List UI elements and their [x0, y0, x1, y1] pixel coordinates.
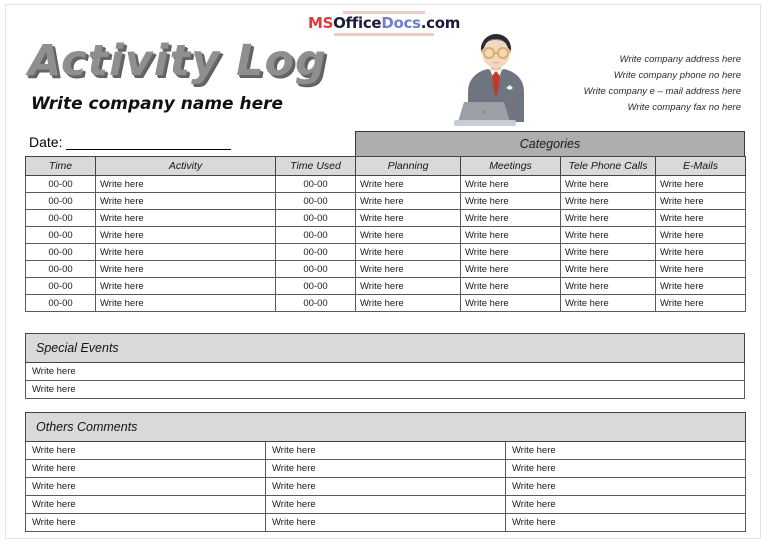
page-title: Activity Log	[28, 36, 327, 86]
col-header-time[interactable]: Time	[26, 157, 96, 176]
col-header-planning[interactable]: Planning	[356, 157, 461, 176]
others-comments-row	[26, 442, 746, 460]
company-address-line[interactable]: Write company address here	[619, 54, 741, 65]
col-header-emails[interactable]: E-Mails	[656, 157, 746, 176]
activity-log-table	[25, 156, 746, 312]
others-comments-cell[interactable]: Write here	[266, 514, 506, 532]
date-input-line[interactable]	[66, 135, 231, 150]
cell-planning[interactable]: Write here	[356, 295, 461, 312]
others-comments-cell[interactable]: Write here	[506, 514, 746, 532]
others-comments-cell[interactable]: Write here	[26, 478, 266, 496]
cell-meetings[interactable]: Write here	[461, 210, 561, 227]
cell-emails[interactable]: Write here	[656, 278, 746, 295]
logo-text-office: Office	[333, 14, 382, 32]
cell-telephone-calls[interactable]: Write here	[561, 210, 656, 227]
table-header-row	[26, 157, 746, 176]
cell-emails[interactable]: Write here	[656, 193, 746, 210]
company-email-line[interactable]: Write company e – mail address here	[583, 86, 741, 97]
cell-time[interactable]: 00-00	[26, 244, 96, 261]
others-comments-cell[interactable]: Write here	[506, 442, 746, 460]
others-comments-body	[26, 442, 746, 532]
special-events-body	[26, 363, 745, 399]
cell-meetings[interactable]: Write here	[461, 193, 561, 210]
others-comments-table	[25, 412, 746, 532]
others-comments-cell[interactable]: Write here	[266, 478, 506, 496]
cell-telephone-calls[interactable]: Write here	[561, 261, 656, 278]
table-row	[26, 193, 746, 210]
cell-emails[interactable]: Write here	[656, 295, 746, 312]
others-comments-row	[26, 478, 746, 496]
date-label: Date:	[29, 134, 63, 150]
cell-planning[interactable]: Write here	[356, 176, 461, 193]
logo-text-com: .com	[420, 14, 461, 32]
cell-time[interactable]: 00-00	[26, 193, 96, 210]
cell-activity[interactable]: Write here	[96, 244, 276, 261]
cell-time[interactable]: 00-00	[26, 278, 96, 295]
cell-time-used[interactable]: 00-00	[276, 210, 356, 227]
cell-emails[interactable]: Write here	[656, 210, 746, 227]
cell-meetings[interactable]: Write here	[461, 295, 561, 312]
others-comments-row	[26, 460, 746, 478]
others-comments-cell[interactable]: Write here	[26, 514, 266, 532]
cell-telephone-calls[interactable]: Write here	[561, 244, 656, 261]
cell-emails[interactable]: Write here	[656, 227, 746, 244]
special-events-cell[interactable]: Write here	[26, 381, 745, 399]
col-header-activity[interactable]: Activity	[96, 157, 276, 176]
site-logo-container	[0, 8, 768, 39]
logo-text-docs: Docs	[381, 14, 421, 32]
cell-activity[interactable]: Write here	[96, 295, 276, 312]
col-header-meetings[interactable]: Meetings	[461, 157, 561, 176]
cell-activity[interactable]: Write here	[96, 176, 276, 193]
cell-telephone-calls[interactable]: Write here	[561, 295, 656, 312]
cell-activity[interactable]: Write here	[96, 227, 276, 244]
businessman-with-laptop-icon	[448, 30, 544, 128]
company-fax-line[interactable]: Write company fax no here	[627, 102, 741, 113]
cell-telephone-calls[interactable]: Write here	[561, 193, 656, 210]
others-comments-cell[interactable]: Write here	[506, 478, 746, 496]
cell-planning[interactable]: Write here	[356, 227, 461, 244]
company-contact-block	[584, 52, 741, 116]
table-row	[26, 278, 746, 295]
others-comments-cell[interactable]: Write here	[26, 442, 266, 460]
others-comments-header-row	[26, 413, 746, 442]
table-row	[26, 244, 746, 261]
cell-time[interactable]: 00-00	[26, 295, 96, 312]
company-name-placeholder[interactable]: Write company name here	[31, 94, 284, 114]
special-events-row	[26, 381, 745, 399]
special-events-heading: Special Events	[26, 334, 745, 363]
categories-band-header: Categories	[355, 131, 745, 157]
table-row	[26, 227, 746, 244]
cell-time[interactable]: 00-00	[26, 210, 96, 227]
others-comments-cell[interactable]: Write here	[266, 496, 506, 514]
cell-emails[interactable]: Write here	[656, 261, 746, 278]
cell-meetings[interactable]: Write here	[461, 261, 561, 278]
others-comments-cell[interactable]: Write here	[26, 496, 266, 514]
cell-activity[interactable]: Write here	[96, 193, 276, 210]
special-events-table	[25, 333, 745, 399]
table-row	[26, 261, 746, 278]
cell-planning[interactable]: Write here	[356, 244, 461, 261]
cell-telephone-calls[interactable]: Write here	[561, 176, 656, 193]
table-row	[26, 176, 746, 193]
col-header-telephone-calls[interactable]: Tele Phone Calls	[561, 157, 656, 176]
date-row	[29, 134, 231, 150]
col-header-time-used[interactable]: Time Used	[276, 157, 356, 176]
table-row	[26, 295, 746, 312]
special-events-row	[26, 363, 745, 381]
cell-time[interactable]: 00-00	[26, 227, 96, 244]
cell-meetings[interactable]: Write here	[461, 227, 561, 244]
cell-time-used[interactable]: 00-00	[276, 176, 356, 193]
cell-time-used[interactable]: 00-00	[276, 244, 356, 261]
others-comments-row	[26, 514, 746, 532]
cell-activity[interactable]: Write here	[96, 210, 276, 227]
cell-time-used[interactable]: 00-00	[276, 227, 356, 244]
msofficedocs-logo	[308, 8, 460, 39]
logo-text-ms: MS	[307, 14, 334, 32]
cell-activity[interactable]: Write here	[96, 261, 276, 278]
cell-telephone-calls[interactable]: Write here	[561, 227, 656, 244]
others-comments-cell[interactable]: Write here	[506, 460, 746, 478]
others-comments-cell[interactable]: Write here	[506, 496, 746, 514]
cell-telephone-calls[interactable]: Write here	[561, 278, 656, 295]
cell-meetings[interactable]: Write here	[461, 278, 561, 295]
cell-meetings[interactable]: Write here	[461, 176, 561, 193]
others-comments-heading: Others Comments	[26, 413, 746, 442]
cell-time[interactable]: 00-00	[26, 176, 96, 193]
cell-time-used[interactable]: 00-00	[276, 278, 356, 295]
cell-planning[interactable]: Write here	[356, 193, 461, 210]
cell-emails[interactable]: Write here	[656, 176, 746, 193]
cell-time-used[interactable]: 00-00	[276, 193, 356, 210]
cell-time-used[interactable]: 00-00	[276, 295, 356, 312]
cell-meetings[interactable]: Write here	[461, 244, 561, 261]
special-events-cell[interactable]: Write here	[26, 363, 745, 381]
others-comments-row	[26, 496, 746, 514]
company-phone-line[interactable]: Write company phone no here	[613, 70, 741, 81]
table-row	[26, 210, 746, 227]
cell-activity[interactable]: Write here	[96, 278, 276, 295]
cell-planning[interactable]: Write here	[356, 210, 461, 227]
cell-time[interactable]: 00-00	[26, 261, 96, 278]
cell-time-used[interactable]: 00-00	[276, 261, 356, 278]
activity-log-table-body	[26, 176, 746, 312]
logo-bar-bottom	[334, 33, 434, 36]
cell-planning[interactable]: Write here	[356, 278, 461, 295]
others-comments-cell[interactable]: Write here	[266, 442, 506, 460]
others-comments-cell[interactable]: Write here	[26, 460, 266, 478]
special-events-header-row	[26, 334, 745, 363]
cell-planning[interactable]: Write here	[356, 261, 461, 278]
others-comments-cell[interactable]: Write here	[266, 460, 506, 478]
cell-emails[interactable]: Write here	[656, 244, 746, 261]
